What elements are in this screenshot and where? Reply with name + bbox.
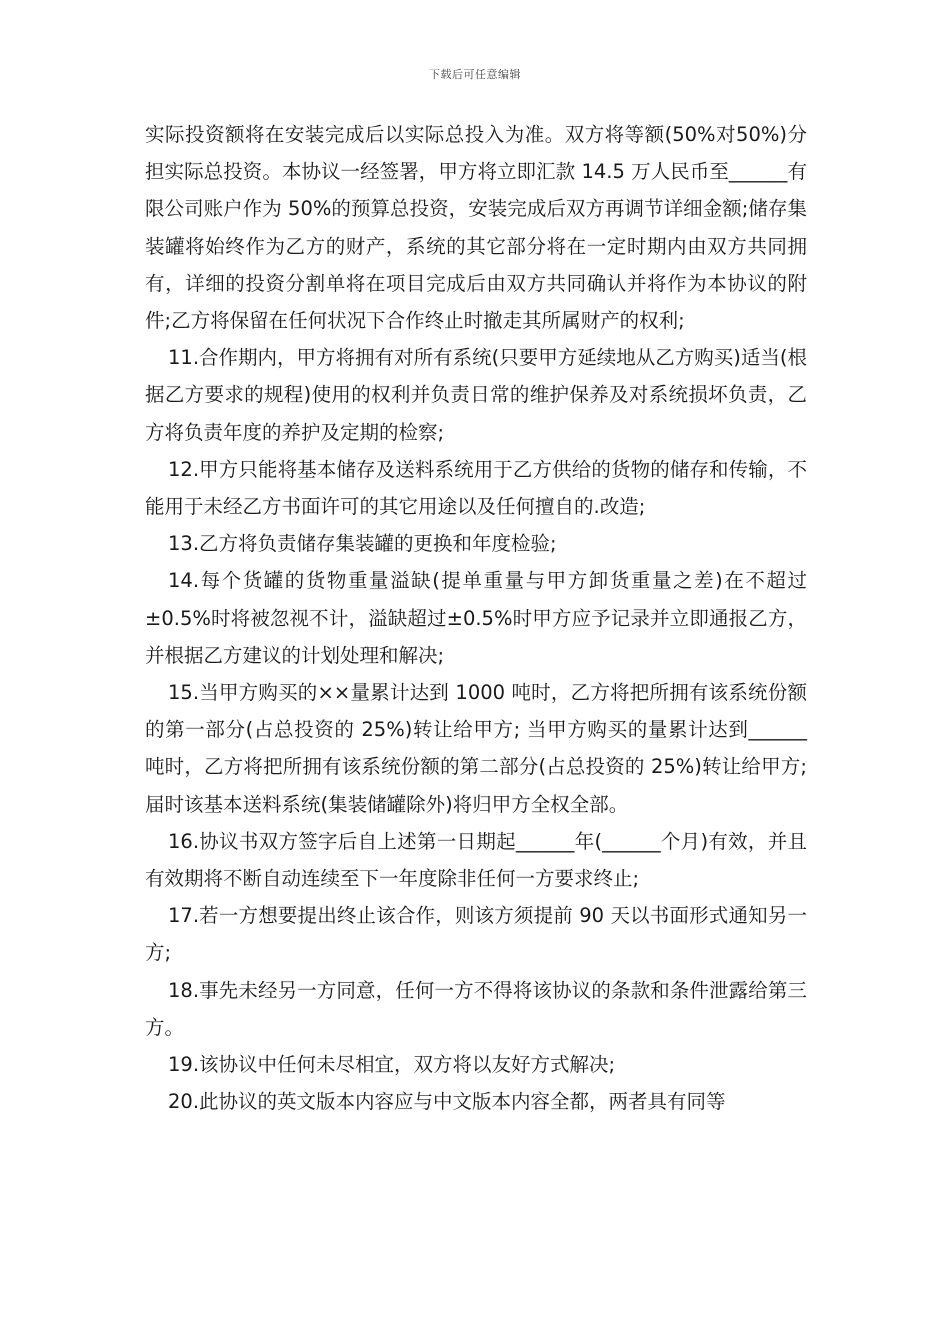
clause-18: 18.事先未经另一方同意，任何一方不得将该协议的条款和条件泄露给第三方。 [145,978,807,1039]
document-body [145,116,807,1120]
clause-19: 19.该协议中任何未尽相宜，双方将以友好方式解决; [168,1053,616,1077]
page-header: 下载后可任意编辑 [429,68,521,81]
clause-15: 15.当甲方购买的××量累计达到 1000 吨时，乙方将把所拥有该系统份额的第一部分(占总投资的 25%)转让给甲方; 当甲方购买的量累计达到______吨时，乙方将把所拥有该系统份额的第二部分(占总投资的 25%)转让给甲方;届时该基本送料系统(集装储罐除外)将归甲方全权全部。 [145,681,807,816]
clause-11: 11.合作期内，甲方将拥有对所有系统(只要甲方延续地从乙方购买)适当(根据乙方要求的规程)使用的权利并负责日常的维护保养及对系统损坏负责，乙方将负责年度的养护及定期的检察; [145,346,807,444]
clause-14: 14.每个货罐的货物重量溢缺(提单重量与甲方卸货重量之差)在不超过±0.5%时将被忽视不计，溢缺超过±0.5%时甲方应予记录并立即通报乙方，并根据乙方建议的计划处理和解决; [145,569,807,667]
clause-17: 17.若一方想要提出终止该合作，则该方须提前 90 天以书面形式通知另一方; [145,904,807,965]
clause-13: 13.乙方将负责储存集装罐的更换和年度检验; [168,532,557,556]
paragraph-intro: 实际投资额将在安装完成后以实际总投入为准。双方将等额(50%对50%)分担实际总投资。本协议一经签署，甲方将立即汇款 14.5 万人民币至______有限公司账户作为 50%的预算总投资，安装完成后双方再调节详细金额;储存集装罐将始终作为乙方的财产，系统的其它部分将在一定时期内由双方共同拥有，详细的投资分割单将在项目完成后由双方共同确认并将作为本协议的附件;乙方将保留在任何状况下合作终止时撤走其所属财产的权利; [145,123,807,333]
clause-20: 20.此协议的英文版本内容应与中文版本内容全都，两者具有同等 [168,1090,726,1114]
clause-12: 12.甲方只能将基本储存及送料系统用于乙方供给的货物的储存和传输，不能用于未经乙方书面许可的其它用途以及任何擅自的.改造; [145,457,807,519]
clause-16: 16.协议书双方签字后自上述第一日期起______年(______个月)有效，并且有效期将不断自动连续至下一年度除非任何一方要求终止; [145,829,807,891]
